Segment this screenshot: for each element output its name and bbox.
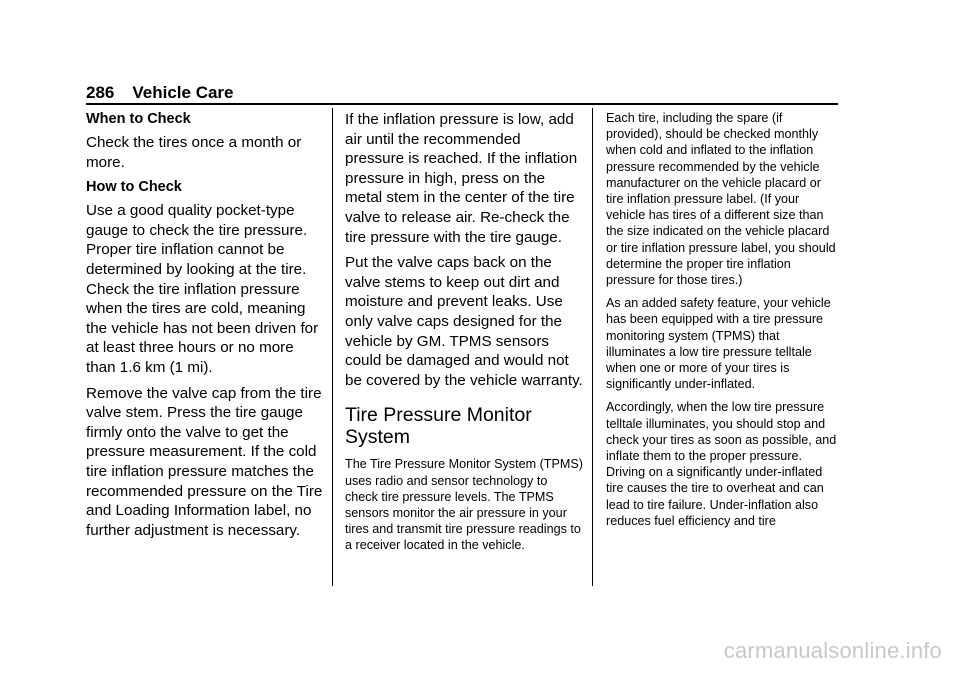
valve-caps-text: Put the valve caps back on the valve stems to keep out dirt and moisture and prevent leaks. Use only valve caps designed for the vehicle by GM. TPMS sensors could be damaged and would not be covered by the vehicle warranty.: [345, 254, 583, 389]
remove-valve-cap-text: Remove the valve cap from the tire valve stem. Press the tire gauge firmly onto the valve to get the pressure measurement. If the cold tire inflation pressure matches the recommended pressure on the Tire and Loading Information label, no further adjustment is necessary.: [86, 384, 323, 539]
telltale-text: Accordingly, when the low tire pressure telltale illuminates, you should stop and check your tires as soon as possible, and inflate them to the proper pressure. Driving on a significantly under-inflated tire causes the tire to overheat and can lead to tire failure. Under-inflation also reduces fuel efficiency and tire: [606, 400, 837, 528]
when-to-check-heading: When to Check: [86, 111, 191, 127]
column-divider: [332, 108, 333, 586]
watermark: carmanualsonline.info: [723, 638, 942, 663]
low-pressure-text: If the inflation pressure is low, add air until the recommended pressure is reached. If the inflation pressure in high, press on the metal stem in the center of the tire valve to release air. Re-check the tire pressure with the tire gauge.: [345, 111, 578, 246]
page-number: 286: [86, 83, 115, 102]
column-divider: [592, 108, 593, 586]
tpms-heading: Tire Pressure Monitor System: [345, 404, 532, 449]
column-right: [606, 110, 838, 536]
how-to-check-text: Use a good quality pocket-type gauge to check the tire pressure. Proper tire inflation cannot be determined by looking at the tire. Check the tire inflation pressure when the tires are cold, meaning the vehicle has not been driven for at least three hours or no more than 1.6 km (1 mi).: [86, 202, 319, 376]
when-to-check-text: Check the tires once a month or more.: [86, 134, 302, 171]
tpms-intro-text: The Tire Pressure Monitor System (TPMS) uses radio and sensor technology to check tire pressure levels. The TPMS sensors monitor the air pressure in your tires and transmit tire pressure readings to a receiver located in the vehicle.: [345, 457, 583, 553]
how-to-check-heading: How to Check: [86, 179, 182, 196]
safety-feature-text: As an added safety feature, your vehicle has been equipped with a tire pressure monitoring system (TPMS) that illuminates a low tire pressure telltale when one or more of your tires is significantly under-inflated.: [606, 296, 831, 392]
column-middle: [345, 110, 583, 561]
spare-tire-text: Each tire, including the spare (if provided), should be checked monthly when cold and inflated to the inflation pressure recommended by the vehicle manufacturer on the vehicle placard or tire inflation pressure label. (If your vehicle has tires of a different size than the size indicated on the vehicle placard or tire inflation pressure label, you should determine the proper tire inflation pressure for those tires.): [606, 111, 836, 288]
column-left: [86, 110, 326, 546]
section-title: Vehicle Care: [132, 83, 234, 102]
header-rule: [86, 103, 838, 105]
page-header: [86, 83, 838, 105]
